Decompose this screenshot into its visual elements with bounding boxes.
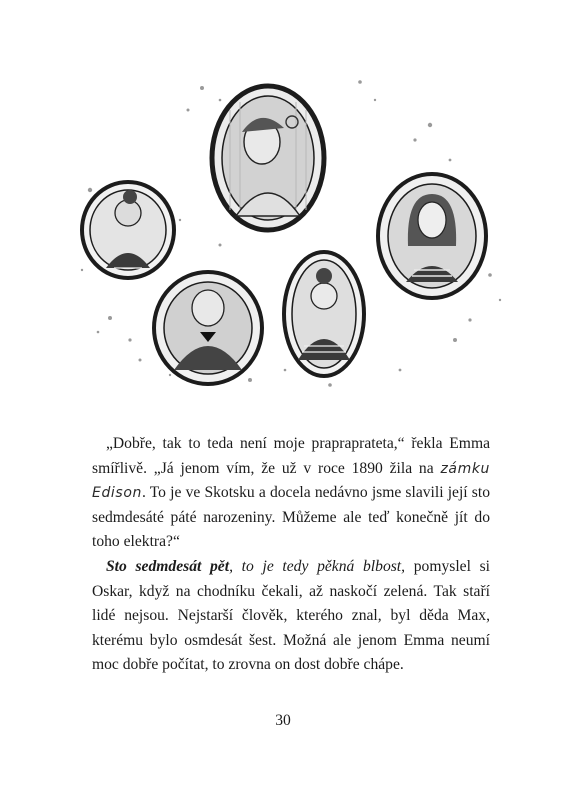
paragraph-1-text-cont: . To je ve Skotsku a docela nedávno jsme slavili její sto sedmdesáté páté narozeniny. Můžeme ale teď konečně jít do toho elektra?“ bbox=[92, 484, 490, 551]
page-number: 30 bbox=[275, 712, 291, 729]
portrait-frames-illustration bbox=[70, 70, 510, 400]
paragraph-2-text: pomyslel si Oskar, když na chodníku čekali, až naskočí zelená. Tak staří lidé nejsou. Nejstarší člověk, kterého znal, byl děda Max, kterému bylo osmdesát šest. Možná ale jenom Emma neumí moc dobře počítat, to zrovna on dost dobře chápe. bbox=[92, 557, 491, 674]
portrait-frame-old-man bbox=[154, 272, 262, 384]
paragraph-2 bbox=[92, 555, 490, 678]
paragraph-1-text: „Dobře, tak to teda není moje prapraprateta,“ řekla Emma smířlivě. „Já jenom vím, že už v roce 1890 žila na bbox=[92, 435, 490, 477]
portrait-frame-girl bbox=[378, 174, 486, 298]
body-text bbox=[92, 432, 490, 678]
emphasized-phrase: Sto sedmdesát pět bbox=[106, 557, 230, 575]
portrait-frame-woman-glasses bbox=[284, 252, 364, 376]
italic-thought: , to je tedy pěkná blbost, bbox=[229, 557, 406, 575]
portrait-frame-woman-flower bbox=[212, 86, 324, 230]
portrait-frame-woman-bun bbox=[82, 182, 174, 278]
paragraph-1 bbox=[92, 432, 490, 555]
handwritten-castle-name: zámku Edison bbox=[92, 460, 490, 502]
